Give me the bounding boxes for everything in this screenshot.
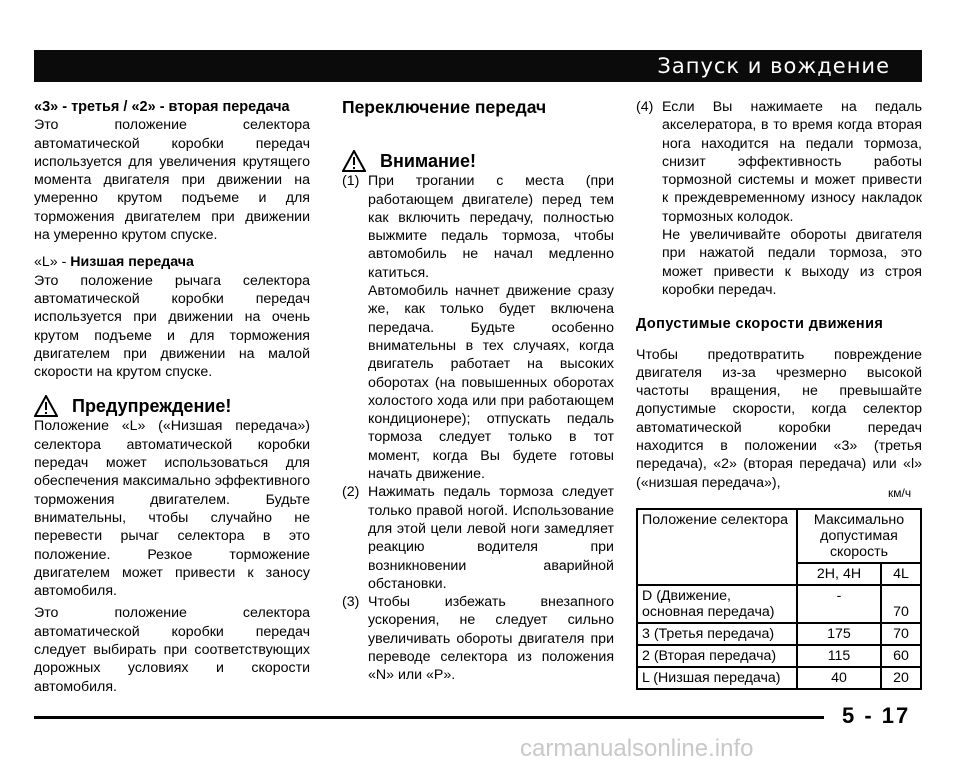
heading-low-gear-prefix: «L» - xyxy=(34,254,71,271)
warning-paragraph-1: Положение «L» («Низшая передача») селектора автоматической коробки передач может использоваться для обеспечения максимально эффективного торможения двигателем. Будьте внимательны, чтобы случайно не перевести рычаг селектора в это положение. Резкое торможение двигателем может привести к заносу автомобиля. xyxy=(34,418,310,600)
table-row xyxy=(637,585,921,623)
list-item-number: (3) xyxy=(342,594,360,611)
section-title: Запуск и вождение xyxy=(657,54,890,78)
list-item xyxy=(342,483,614,593)
list-item-text: Нажимать педаль тормоза следует только правой ногой. Использование для этой цели левой ноги замедляет реакцию водителя при возникновении аварийной обстановки. xyxy=(368,484,614,592)
list-item-text: При трогании с места (при работающем двигателе) перед тем как включить передачу, полностью выжмите педаль тормоза, чтобы автомобиль не начал медленно катиться. xyxy=(368,173,614,281)
watermark: carmanualsonline.info xyxy=(520,735,754,762)
list-item-text: Чтобы избежать внезапного ускорения, не следует сильно увеличивать обороты двигателя при переводе селектора из положения «N» или «P». xyxy=(368,594,614,684)
warning-paragraph-2: Это положение селектора автоматической коробки передач следует выбирать при соответствующих дорожных условиях и скорости автомобиля. xyxy=(34,605,310,695)
paragraph-low-gear: Это положение рычага селектора автоматической коробки передач используется при движении на очень крутом подъеме и для торможения двигателем при движении на малой скорости на крутом спуске. xyxy=(34,272,310,381)
warning-title: Предупреждение! xyxy=(72,396,232,417)
paragraph-third-second-gear: Это положение селектора автоматической коробки передач используется для увеличения крутящего момента двигателя при движении на умеренно крутом подъеме и для торможения двигателем при движении на умеренно крутом спуске. xyxy=(34,117,310,244)
heading-gear-shifting: Переключение передач xyxy=(342,97,547,117)
list-item-number: (1) xyxy=(342,173,360,190)
header-max-speed: Максимально допустимая скорость xyxy=(797,509,921,563)
subheader-4l: 4L xyxy=(881,563,921,585)
row-label: 3 (Третья передача) xyxy=(637,623,797,645)
table-header-row xyxy=(637,509,921,563)
warning-triangle-icon xyxy=(342,150,366,172)
list-item-continuation: Автомобиль начнет движение сразу же, как только будет включена передача. Будьте особенно внимательны в тех случаях, когда двигатель работает на высоких оборотах (на повышенных оборотах холостого хода или при работающем кондиционере); отпускать педаль тормоза следует только в тот момент, когда Вы будете готовы начать движение. xyxy=(368,283,614,483)
row-value-4l: 20 xyxy=(881,667,921,689)
list-item-number: (4) xyxy=(636,99,654,115)
heading-third-second-gear: «3» - третья / «2» - вторая передача xyxy=(34,99,290,115)
list-item xyxy=(342,172,614,282)
paragraph-permissible-speeds: Чтобы предотвратить повреждение двигателя из-за чрезмерно высокой частоты вращения, не превышайте допустимые скорости, когда селектор автоматической коробки передач находится в положении «3» (третья передача), «2» (вторая передача) или «l» («низшая передача»), xyxy=(636,346,922,491)
header-selector-position: Положение селектора xyxy=(637,509,797,585)
list-item xyxy=(636,98,922,226)
column-left xyxy=(34,98,310,696)
speed-unit-label: км/ч xyxy=(888,486,912,500)
row-value-4l: 60 xyxy=(881,645,921,667)
attention-heading xyxy=(342,150,614,172)
table-row xyxy=(637,645,921,667)
row-value-2h-4h: 40 xyxy=(797,667,881,689)
list-item-number: (2) xyxy=(342,484,360,501)
subheader-2h-4h: 2H, 4H xyxy=(797,563,881,585)
heading-low-gear-text: Низшая передача xyxy=(70,254,194,271)
row-label: L (Низшая передача) xyxy=(637,667,797,689)
row-value-4l: 70 xyxy=(881,585,921,623)
column-right xyxy=(636,98,922,492)
table-row xyxy=(637,623,921,645)
row-label: D (Движение, основная передача) xyxy=(637,585,797,623)
row-value-2h-4h: 115 xyxy=(797,645,881,667)
warning-heading xyxy=(34,395,310,417)
list-item xyxy=(342,593,614,684)
table-row xyxy=(637,667,921,689)
warning-triangle-icon xyxy=(34,395,58,417)
heading-permissible-speeds: Допустимые скорости движения xyxy=(636,316,884,333)
row-value-2h-4h: - xyxy=(797,585,881,623)
header-bar xyxy=(34,50,922,82)
list-item-text: Если Вы нажимаете на педаль акселератора, в то время когда вторая нога находится на педали тормоза, снизит эффективность работы тормозной системы и может привести к преждевременному износу накладок тормозных колодок. xyxy=(662,99,922,225)
heading-low-gear xyxy=(34,253,310,271)
page-number: 5 - 17 xyxy=(842,703,911,728)
footer-divider xyxy=(34,716,824,719)
row-value-2h-4h: 175 xyxy=(797,623,881,645)
attention-title: Внимание! xyxy=(380,151,476,172)
row-value-4l: 70 xyxy=(881,623,921,645)
speed-table xyxy=(636,508,922,690)
list-item-continuation: Не увеличивайте обороты двигателя при нажатой педали тормоза, это может привести к выходу из строя коробки передач. xyxy=(662,227,922,298)
column-middle xyxy=(342,98,614,685)
row-label: 2 (Вторая передача) xyxy=(637,645,797,667)
